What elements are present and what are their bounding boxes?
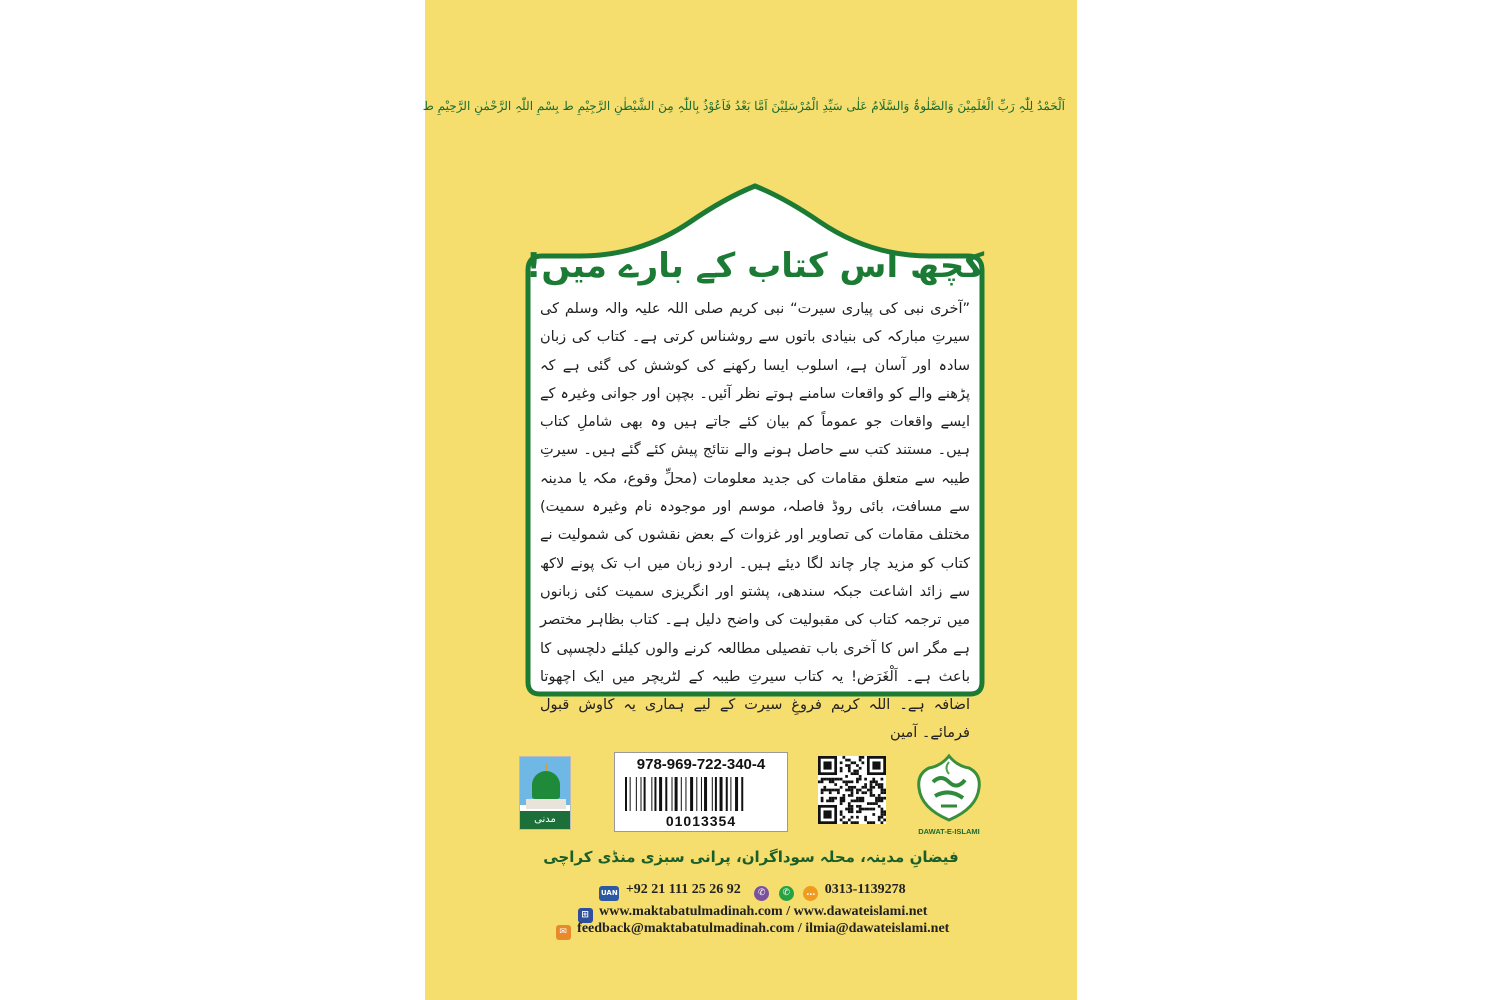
qr-module — [840, 770, 843, 773]
barcode-bar — [630, 777, 631, 811]
qr-module — [845, 783, 848, 786]
barcode-bar — [696, 777, 697, 811]
qr-module — [862, 808, 865, 811]
qr-module — [832, 778, 835, 781]
emails: feedback@maktabatulmadinah.com / ilmia@dawateislami.net — [577, 921, 950, 936]
qr-module — [859, 775, 862, 778]
qr-module — [840, 802, 843, 805]
qr-module — [853, 786, 856, 789]
qr-module — [840, 813, 843, 816]
qr-module — [840, 800, 843, 803]
whatsapp-icon: ✆ — [779, 886, 794, 901]
qr-module — [875, 802, 878, 805]
qr-module — [872, 813, 875, 816]
qr-module — [862, 761, 865, 764]
qr-module — [840, 786, 843, 789]
qr-module — [881, 810, 884, 813]
barcode-bars — [625, 777, 777, 811]
qr-module — [856, 810, 859, 813]
qr-module — [872, 778, 875, 781]
qr-module — [859, 805, 862, 808]
barcode-number: 01013354 — [665, 813, 737, 829]
qr-module — [862, 797, 865, 800]
qr-module — [829, 789, 832, 792]
barcode-bar — [654, 777, 656, 811]
qr-module — [848, 808, 851, 811]
qr-module — [845, 808, 848, 811]
qr-module — [883, 789, 886, 792]
qr-module — [826, 800, 829, 803]
qr-module — [823, 789, 826, 792]
qr-module — [856, 805, 859, 808]
barcode-bar — [665, 777, 667, 811]
qr-module — [872, 761, 880, 769]
qr-module — [875, 783, 878, 786]
qr-module — [848, 780, 851, 783]
barcode-bar — [644, 777, 646, 811]
qr-module — [859, 797, 862, 800]
logo-caption: DAWAT-E-ISLAMI — [918, 827, 980, 836]
qr-module — [862, 786, 865, 789]
qr-module — [845, 780, 848, 783]
qr-module — [832, 797, 835, 800]
about-book-frame — [520, 180, 990, 742]
qr-module — [840, 778, 843, 781]
qr-module — [848, 819, 851, 822]
qr-module — [856, 780, 859, 783]
qr-module — [848, 789, 851, 792]
qr-module — [853, 821, 856, 824]
qr-module — [872, 780, 875, 783]
qr-module — [853, 772, 856, 775]
barcode-bar — [726, 777, 728, 811]
qr-module — [851, 808, 854, 811]
barcode-bar — [690, 777, 693, 811]
qr-module — [840, 761, 843, 764]
qr-module — [867, 802, 870, 805]
qr-module — [851, 786, 854, 789]
qr-module — [878, 783, 881, 786]
qr-module — [875, 780, 878, 783]
qr-module — [840, 797, 843, 800]
isbn-barcode — [614, 752, 788, 832]
qr-module — [842, 756, 845, 759]
qr-module — [870, 821, 873, 824]
qr-module — [848, 810, 851, 813]
qr-module — [878, 805, 881, 808]
qr-module — [848, 770, 851, 773]
qr-module — [823, 786, 826, 789]
qr-module — [821, 780, 824, 783]
qr-module — [856, 816, 859, 819]
qr-module — [864, 778, 867, 781]
qr-module — [848, 794, 851, 797]
green-dome-icon — [532, 771, 560, 799]
qr-module — [870, 786, 873, 789]
qr-module — [851, 791, 854, 794]
qr-module — [881, 789, 884, 792]
logo-emblem-icon — [911, 752, 987, 824]
qr-module — [856, 778, 859, 781]
qr-module — [848, 764, 851, 767]
qr-module — [878, 794, 881, 797]
qr-module — [864, 791, 867, 794]
qr-module — [837, 791, 840, 794]
qr-module — [853, 800, 856, 803]
qr-module — [821, 797, 824, 800]
mail-icon: ✉ — [556, 925, 571, 940]
qr-module — [881, 786, 884, 789]
sms-icon: … — [803, 886, 818, 901]
qr-module — [864, 783, 867, 786]
qr-module — [859, 778, 862, 781]
qr-module — [837, 789, 840, 792]
qr-module — [823, 761, 831, 769]
barcode-bar — [741, 777, 743, 811]
uan-phone: +92 21 111 25 26 92 — [625, 882, 741, 897]
qr-module — [856, 791, 859, 794]
barcode-bar — [685, 777, 686, 811]
qr-module — [862, 791, 865, 794]
qr-module — [878, 797, 881, 800]
qr-module — [851, 789, 854, 792]
qr-module — [851, 821, 854, 824]
barcode-bar — [641, 777, 642, 811]
qr-module — [875, 800, 878, 803]
qr-module — [832, 780, 835, 783]
qr-module — [881, 821, 884, 824]
qr-module — [840, 819, 843, 822]
qr-module — [870, 794, 873, 797]
qr-module — [862, 756, 865, 759]
qr-module — [834, 789, 837, 792]
qr-module — [872, 802, 875, 805]
qr-module — [883, 813, 886, 816]
qr-module — [872, 808, 875, 811]
barcode-bar — [735, 777, 738, 811]
qr-module — [842, 800, 845, 803]
qr-module — [818, 780, 821, 783]
frame-title: کچھ اس کتاب کے بارے میں! — [525, 246, 985, 286]
qr-module — [840, 767, 843, 770]
qr-module — [883, 797, 886, 800]
mobile-phone: 0313-1139278 — [824, 882, 906, 897]
qr-module — [832, 800, 835, 803]
qr-module — [875, 797, 878, 800]
qr-module — [845, 775, 848, 778]
qr-module — [881, 816, 884, 819]
qr-module — [881, 813, 884, 816]
qr-module — [878, 800, 881, 803]
madina-dome-image — [519, 756, 571, 830]
publisher-address: فیضانِ مدینہ، محلہ سوداگران، پرانی سبزی منڈی کراچی — [543, 848, 959, 866]
qr-module — [853, 761, 856, 764]
qr-module — [881, 808, 884, 811]
qr-module — [883, 791, 886, 794]
email-row — [425, 919, 1077, 939]
qr-module — [856, 770, 859, 773]
qr-module — [859, 759, 862, 762]
qr-module — [867, 821, 870, 824]
qr-module — [872, 821, 875, 824]
qr-module — [826, 789, 829, 792]
qr-module — [881, 800, 884, 803]
qr-module — [834, 783, 837, 786]
qr-module — [870, 791, 873, 794]
qr-module — [842, 797, 845, 800]
qr-module — [859, 808, 862, 811]
qr-module — [845, 821, 848, 824]
qr-module — [859, 810, 862, 813]
qr-module — [878, 786, 881, 789]
qr-module — [864, 808, 867, 811]
qr-module — [842, 794, 845, 797]
qr-module — [821, 789, 824, 792]
barcode-bar — [712, 777, 713, 811]
qr-module — [829, 797, 832, 800]
qr-module — [842, 780, 845, 783]
barcode-bar — [730, 777, 731, 811]
qr-module — [867, 808, 870, 811]
qr-module — [832, 789, 835, 792]
qr-module — [856, 797, 859, 800]
qr-module — [878, 819, 881, 822]
qr-module — [840, 810, 843, 813]
qr-module — [851, 805, 854, 808]
qr-module — [851, 780, 854, 783]
qr-module — [859, 789, 862, 792]
barcode-bar — [681, 777, 682, 811]
qr-module — [848, 805, 851, 808]
qr-module — [829, 800, 832, 803]
qr-module — [826, 778, 829, 781]
qr-code — [818, 756, 886, 824]
qr-module — [881, 791, 884, 794]
qr-module — [823, 810, 831, 818]
qr-module — [821, 791, 824, 794]
qr-module — [862, 800, 865, 803]
barcode-bar — [625, 777, 627, 811]
barcode-bar — [672, 777, 673, 811]
isbn-number: 978-969-722-340-4 — [636, 756, 766, 773]
qr-module — [848, 767, 851, 770]
qr-module — [870, 789, 873, 792]
qr-module — [851, 772, 854, 775]
uan-icon: UAN — [599, 886, 619, 901]
qr-module — [856, 821, 859, 824]
qr-module — [883, 810, 886, 813]
qr-module — [851, 800, 854, 803]
publisher-row — [425, 748, 1077, 838]
barcode-bar — [720, 777, 723, 811]
qr-module — [870, 808, 873, 811]
bismillah-header: اَلْحَمْدُ لِلّٰہِ رَبِّ الْعٰلَمِیْنَ وَالصَّلٰوۃُ وَالسَّلَامُ عَلٰی سَیِّدِ الْمُرْسَلِیْنَ اَمَّا بَعْدُ فَاَعُوْذُ بِاللّٰہِ مِنَ الشَّیْطٰنِ الرَّجِیْمِ ط بِسْمِ اللّٰہِ الرَّحْمٰنِ الرَّحِیْمِ ط — [422, 99, 1065, 113]
qr-module — [856, 789, 859, 792]
qr-module — [845, 789, 848, 792]
barcode-bar — [715, 777, 717, 811]
qr-module — [883, 819, 886, 822]
qr-module — [834, 778, 837, 781]
qr-module — [867, 789, 870, 792]
dawat-e-islami-logo — [911, 752, 987, 836]
barcode-bar — [704, 777, 707, 811]
qr-module — [856, 764, 859, 767]
qr-module — [845, 759, 848, 762]
qr-module — [837, 778, 840, 781]
qr-module — [848, 759, 851, 762]
qr-module — [845, 764, 848, 767]
qr-module — [881, 783, 884, 786]
qr-module — [829, 778, 832, 781]
barcode-bar — [659, 777, 662, 811]
qr-module — [851, 816, 854, 819]
qr-module — [821, 800, 824, 803]
barcode-bar — [636, 777, 637, 811]
phone-row — [425, 880, 1077, 900]
qr-module — [872, 794, 875, 797]
qr-module — [881, 778, 884, 781]
qr-module — [848, 802, 851, 805]
qr-module — [870, 783, 873, 786]
qr-module — [842, 821, 845, 824]
book-back-cover — [422, 0, 1077, 1000]
qr-module — [842, 816, 845, 819]
qr-module — [851, 794, 854, 797]
qr-module — [853, 770, 856, 773]
qr-module — [864, 816, 867, 819]
qr-module — [872, 786, 875, 789]
qr-module — [834, 797, 837, 800]
qr-module — [821, 778, 824, 781]
qr-module — [864, 786, 867, 789]
qr-module — [823, 778, 826, 781]
qr-module — [881, 797, 884, 800]
qr-module — [870, 780, 873, 783]
qr-module — [870, 802, 873, 805]
barcode-bar — [651, 777, 652, 811]
qr-module — [848, 786, 851, 789]
qr-module — [851, 761, 854, 764]
qr-module — [829, 780, 832, 783]
madina-tag: مدنی — [520, 811, 570, 829]
qr-module — [878, 816, 881, 819]
book-description: ”آخری نبی کی پیاری سیرت“ نبی کریم صلی اللہ علیہ والہ وسلم کی سیرتِ مبارکہ کی بنیادی باتوں سے روشناس کرتی ہے۔ کتاب کی زبان سادہ اور آسان ہے، اسلوب ایسا رکھنے کی کوشش کی گئی ہے کہ پڑھنے والے کو واقعات سامنے ہوتے نظر آئیں۔ بچپن اور جوانی وغیرہ کے ایسے واقعات جو عموماً کم بیان کئے جاتے ہیں وہ بھی شاملِ کتاب ہیں۔ مستند کتب سے حاصل ہونے والے نتائج پیش کئے گئے ہیں۔ سیرتِ طیبہ سے متعلق مقامات کی جدید معلومات (محلِّ وقوع، مکہ یا مدینہ سے مسافت، بائی روڈ فاصلہ، موسم اور موجودہ نام وغیرہ سمیت) مختلف مقامات کی تصاویر اور غزوات کے بعض نقشوں کی شمولیت نے کتاب کو مزید چار چاند لگا دیئے ہیں۔ اردو زبان میں اب تک پونے لاکھ سے زائد اشاعت جبکہ سندھی، پشتو اور انگریزی سمیت کئی زبانوں میں ترجمہ کتاب کی مقبولیت کی واضح دلیل ہے۔ کتاب بظاہر مختصر ہے مگر اس کا آخری باب تفصیلی مطالعہ کرنے والوں کیلئے دلچسپی کا باعث ہے۔ اَلْغَرَض! یہ کتاب سیرتِ طیبہ کے لٹریچر میں ایک اچھوتا اضافہ ہے۔ اللہ کریم فروغِ سیرت کے لیے ہماری یہ کاوش قبول فرمائے۔ آمین — [540, 301, 970, 742]
qr-module — [856, 800, 859, 803]
qr-module — [859, 800, 862, 803]
websites: www.maktabatulmadinah.com / www.dawateislami.net — [599, 904, 928, 919]
qr-module — [859, 767, 862, 770]
qr-module — [851, 810, 854, 813]
cart-icon: ⊞ — [578, 908, 593, 923]
qr-module — [864, 819, 867, 822]
qr-module — [856, 772, 859, 775]
viber-icon: ✆ — [754, 886, 769, 901]
barcode-bar — [675, 777, 678, 811]
qr-module — [859, 756, 862, 759]
barcode-bar — [701, 777, 702, 811]
qr-module — [829, 791, 832, 794]
